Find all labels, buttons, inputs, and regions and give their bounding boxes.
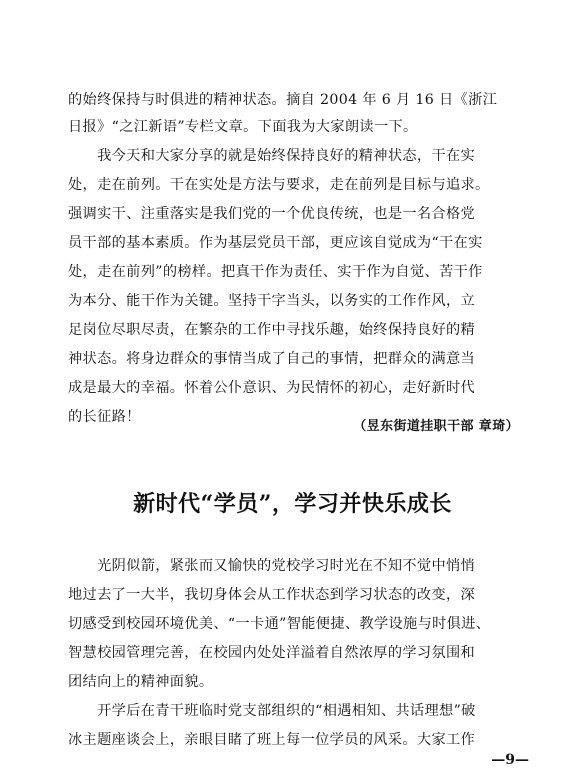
article1-line-11: 成是最大的幸福。怀着公仆意识、为民情怀的初心，走好新时代: [68, 380, 476, 396]
article1-line-2: 日报》“之江新语”专栏文章。下面我为大家朗读一下。: [68, 119, 418, 135]
article2-title: 新时代“学员”，学习并快乐成长: [133, 491, 452, 517]
article2-line-2: 地过去了一大半，我切身体会从工作状态到学习状态的改变，深: [68, 587, 476, 603]
article2-line-5: 团结向上的精神面貌。: [68, 674, 214, 690]
article1-signature: （昱东街道挂职干部 章琦）: [353, 419, 519, 434]
article1-line-8: 为本分、能干作为关键。坚持干字当头，以务实的工作作风，立: [68, 293, 476, 309]
article1-line-3: 我今天和大家分享的就是始终保持良好的精神状态，干在实: [68, 148, 476, 164]
article2-line-4: 智慧校园管理完善，在校园内处处洋溢着自然浓厚的学习氛围和: [68, 645, 476, 661]
article1-line-10: 神状态。将身边群众的事情当成了自己的事情，把群众的满意当: [68, 351, 476, 367]
article2-line-3: 切感受到校园环境优美、“一卡通”智能便捷、教学设施与时俱进、: [68, 616, 491, 632]
article1-line-7: 处，走在前列”的榜样。把真干作为责任、实干作为自觉、苦干作: [68, 264, 483, 280]
article1-line-6: 员干部的基本素质。作为基层党员干部，更应该自觉成为“干在实: [68, 235, 483, 251]
article2-line-6: 开学后在青干班临时党支部组织的“相遇相知、共话理想”破: [68, 703, 476, 719]
article2-line-7: 冰主题座谈会上，亲眼目睹了班上每一位学员的风采。大家工作: [68, 732, 476, 748]
article1-line-9: 足岗位尽职尽责，在繁杂的工作中寻找乐趣，始终保持良好的精: [68, 322, 476, 338]
article1-line-5: 强调实干、注重落实是我们党的一个优良传统，也是一名合格党: [68, 206, 476, 222]
article1-line-1: 的始终保持与时俱进的精神状态。摘自 2004 年 6 月 16 日《浙江: [68, 92, 498, 108]
article1-line-12: 的长征路！: [68, 409, 141, 425]
article2-line-1: 光阴似箭，紧张而又愉快的党校学习时光在不知不觉中悄悄: [68, 558, 476, 574]
article1-line-4: 处，走在前列。干在实处是方法与要求，走在前列是目标与追求。: [68, 177, 490, 193]
page-number: —9—: [491, 752, 529, 768]
